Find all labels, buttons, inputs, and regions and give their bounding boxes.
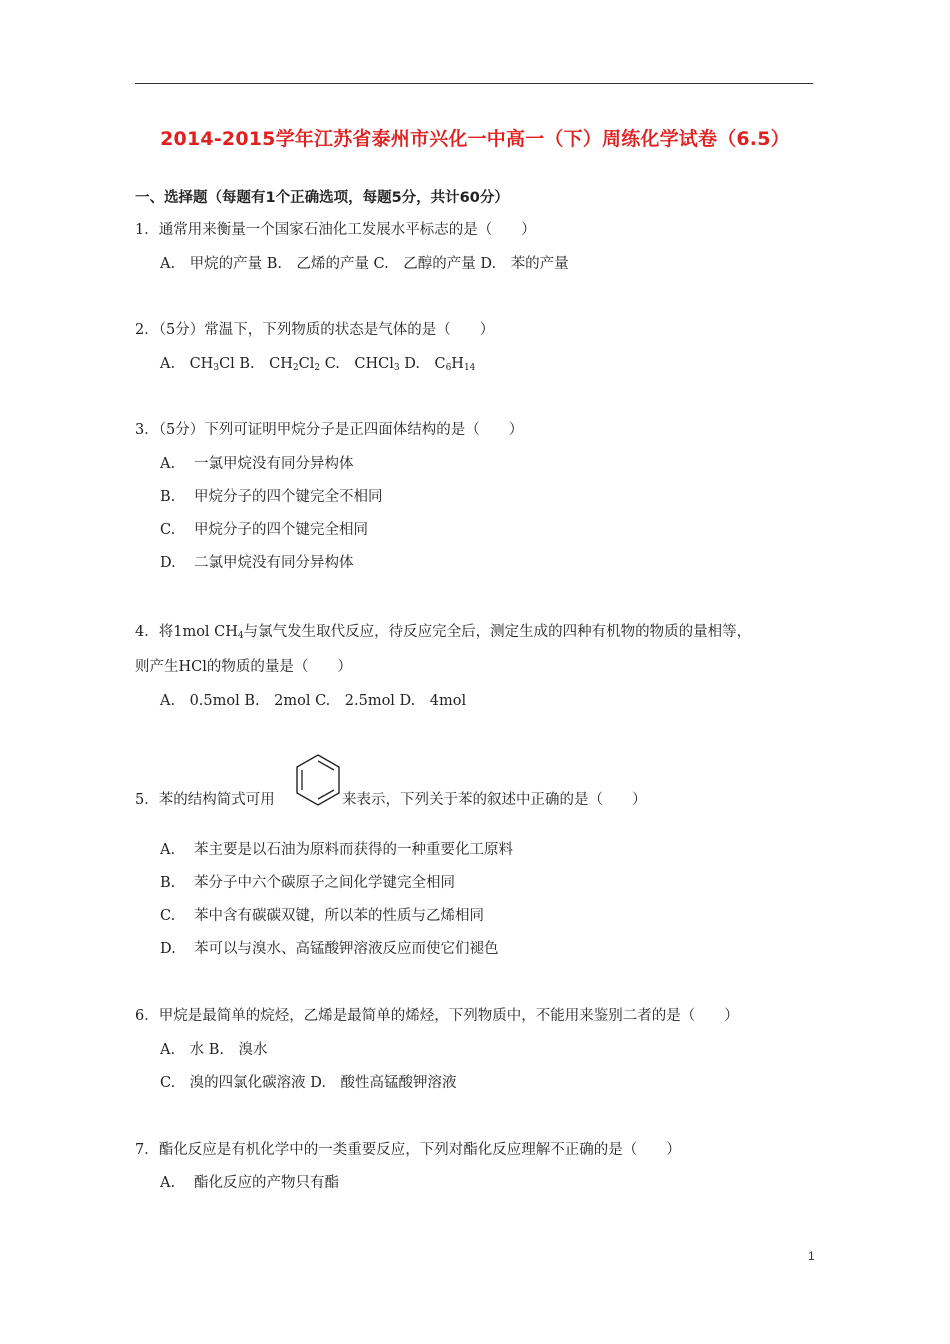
question-5-option-b bbox=[160, 871, 455, 892]
option-label: B. bbox=[160, 489, 176, 505]
question-5-stem-a: 5．苯的结构简式可用 bbox=[135, 792, 275, 808]
question-4-stem-cont: 则产生HCl的物质的量是（ ） bbox=[135, 659, 352, 675]
question-7-option-a bbox=[160, 1171, 339, 1192]
page-number: 1 bbox=[808, 1249, 815, 1263]
question-2-stem: 2．（5分）常温下，下列物质的状态是气体的是（ ） bbox=[135, 322, 495, 338]
q2-sub: 3 bbox=[393, 363, 400, 373]
option-text: 苯分子中六个碳原子之间化学键完全相同 bbox=[194, 875, 455, 891]
option-text: 一氯甲烷没有同分异构体 bbox=[194, 456, 354, 472]
question-3-option-a bbox=[160, 452, 354, 473]
option-text: 甲烷分子的四个键完全相同 bbox=[194, 522, 368, 538]
question-5-option-a bbox=[160, 838, 513, 859]
option-text: 苯可以与溴水、高锰酸钾溶液反应而使它们褪色 bbox=[194, 941, 499, 957]
q2-opt-a: A. CH bbox=[160, 356, 214, 372]
q2-sub: 6 bbox=[445, 363, 452, 373]
option-label: D. bbox=[160, 555, 176, 571]
question-5-option-d bbox=[160, 937, 499, 958]
q2-text: H bbox=[451, 356, 464, 372]
q2-sub: 14 bbox=[463, 363, 476, 373]
option-label: A. bbox=[160, 456, 176, 472]
section-heading: 一、选择题（每题有1个正确选项，每题5分，共计60分） bbox=[135, 190, 509, 206]
q4-stem-part: 与氯气发生取代反应，待反应完全后，测定生成的四种有机物的物质的量相等， bbox=[243, 624, 752, 640]
option-label: A. bbox=[160, 842, 176, 858]
q4-stem-part: 4．将1mol CH bbox=[135, 624, 238, 640]
q2-opt-c: C. CHCl bbox=[320, 356, 394, 372]
option-text: 甲烷分子的四个键完全不相同 bbox=[194, 489, 383, 505]
question-6-stem: 6．甲烷是最简单的烷烃，乙烯是最简单的烯烃，下列物质中，不能用来鉴别二者的是（ ） bbox=[135, 1008, 739, 1024]
q2-sub: 2 bbox=[314, 363, 321, 373]
question-6-options-row2: C. 溴的四氯化碳溶液 D. 酸性高锰酸钾溶液 bbox=[160, 1075, 457, 1091]
option-label: C. bbox=[160, 908, 176, 924]
question-3-option-c bbox=[160, 518, 368, 539]
question-4-stem bbox=[135, 620, 751, 641]
question-7-stem: 7．酯化反应是有机化学中的一类重要反应，下列对酯化反应理解不正确的是（ ） bbox=[135, 1142, 681, 1158]
option-label: A. bbox=[160, 1175, 176, 1191]
option-label: B. bbox=[160, 875, 176, 891]
page-title: 2014-2015学年江苏省泰州市兴化一中高一（下）周练化学试卷（6.5） bbox=[160, 128, 790, 150]
q2-sub: 2 bbox=[292, 363, 299, 373]
question-3-option-b bbox=[160, 485, 383, 506]
option-text: 苯主要是以石油为原料而获得的一种重要化工原料 bbox=[194, 842, 513, 858]
question-5-option-c bbox=[160, 904, 484, 925]
option-text: 酯化反应的产物只有酯 bbox=[194, 1175, 339, 1191]
q4-sub: 4 bbox=[237, 631, 244, 641]
question-1-options: A. 甲烷的产量 B. 乙烯的产量 C. 乙醇的产量 D. 苯的产量 bbox=[160, 256, 569, 272]
question-5-stem-b: 来表示，下列关于苯的叙述中正确的是（ ） bbox=[342, 792, 647, 808]
header-rule bbox=[135, 83, 813, 84]
question-2-options bbox=[160, 352, 475, 373]
q2-opt-b: Cl B. CH bbox=[219, 356, 293, 372]
option-label: D. bbox=[160, 941, 176, 957]
benzene-ring-icon bbox=[294, 752, 342, 808]
option-label: C. bbox=[160, 522, 176, 538]
option-text: 苯中含有碳碳双键，所以苯的性质与乙烯相同 bbox=[194, 908, 484, 924]
question-3-option-d bbox=[160, 551, 354, 572]
question-3-stem: 3．（5分）下列可证明甲烷分子是正四面体结构的是（ ） bbox=[135, 422, 524, 438]
option-text: 二氯甲烷没有同分异构体 bbox=[194, 555, 354, 571]
question-6-options-row1: A. 水 B. 溴水 bbox=[160, 1042, 268, 1058]
q2-text: Cl bbox=[298, 356, 315, 372]
question-1-stem: 1．通常用来衡量一个国家石油化工发展水平标志的是（ ） bbox=[135, 222, 536, 238]
q2-opt-d: D. C bbox=[399, 356, 446, 372]
question-4-options: A. 0.5mol B. 2mol C. 2.5mol D. 4mol bbox=[160, 693, 467, 709]
q2-sub: 3 bbox=[213, 363, 220, 373]
